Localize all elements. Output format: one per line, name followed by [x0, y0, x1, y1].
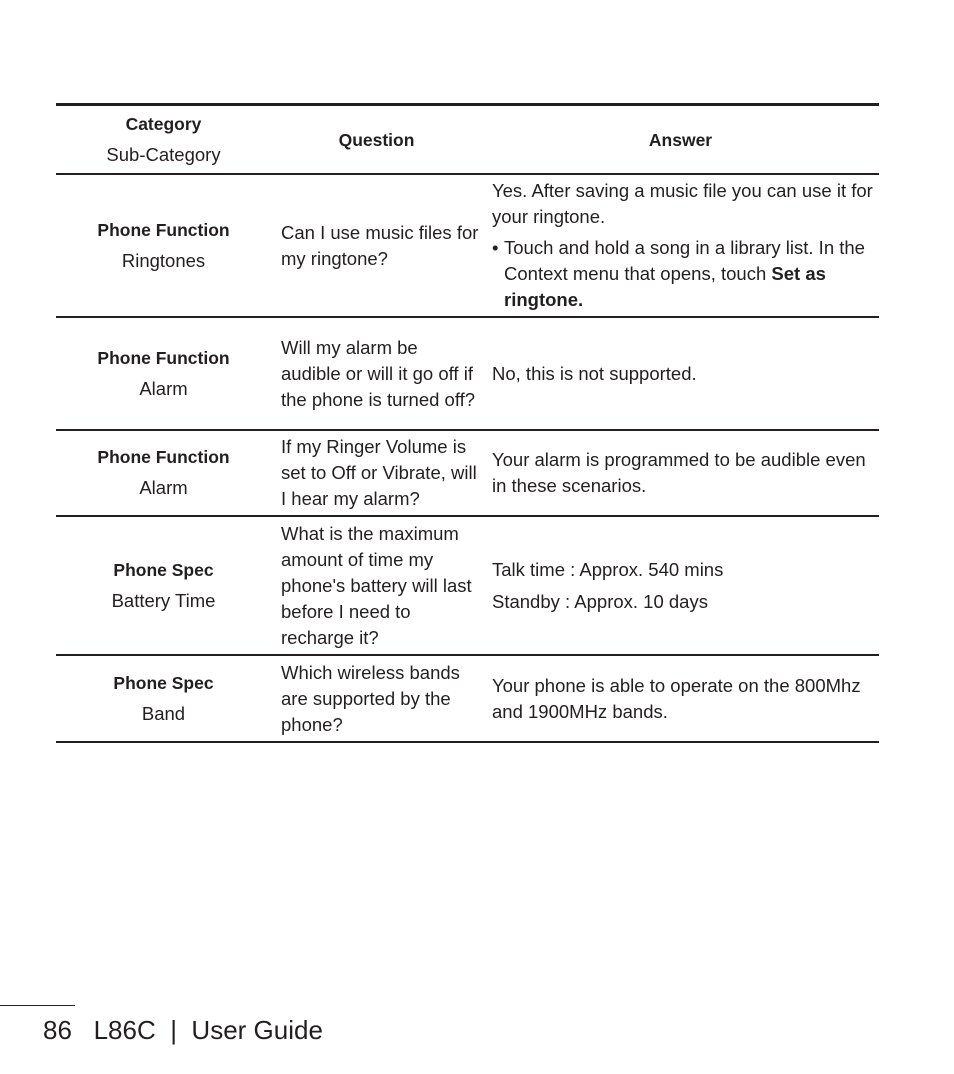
row-question: Can I use music files for my ringtone?	[281, 221, 479, 269]
row-answer: Your alarm is programmed to be audible even in these scenarios.	[492, 449, 866, 496]
row-sub-category: Ringtones	[121, 249, 206, 271]
table-row	[56, 318, 879, 431]
page-number: 86	[43, 1015, 72, 1045]
row-category: Phone Function	[97, 447, 230, 467]
guide-title: User Guide	[191, 1015, 323, 1045]
header-category-cell	[56, 109, 271, 171]
model-name: L86C	[93, 1015, 156, 1045]
row-sub-category: Alarm	[139, 477, 188, 498]
answer-bullet	[492, 235, 879, 313]
row-category: Phone Function	[97, 219, 230, 240]
answer-paragraph: Yes. After saving a music file you can use it for your ringtone.	[492, 180, 873, 227]
row-question: If my Ringer Volume is set to Off or Vibrate, will I hear my alarm?	[281, 436, 477, 509]
row-category: Phone Function	[97, 347, 230, 368]
table-row	[56, 517, 879, 656]
category-cell	[56, 442, 271, 504]
answer-line-standby: Standby : Approx. 10 days	[492, 590, 708, 612]
row-answer	[482, 557, 879, 615]
answer-line-talk-time: Talk time : Approx. 540 mins	[492, 558, 724, 580]
category-cell	[56, 215, 271, 277]
row-answer: No, this is not supported.	[492, 362, 697, 384]
row-question: Will my alarm be audible or will it go off if the phone is turned off?	[281, 336, 476, 410]
category-cell	[56, 343, 271, 405]
table-row	[56, 656, 879, 743]
bullet-content	[504, 235, 879, 313]
row-question: What is the maximum amount of time my phone's battery will last before I need to recharge it?	[281, 522, 472, 648]
table-row	[56, 431, 879, 517]
category-cell	[56, 668, 271, 730]
row-category: Phone Spec	[113, 672, 214, 693]
page-footer	[43, 1014, 323, 1046]
bullet-bold-text: Set as ringtone.	[504, 263, 826, 310]
header-question: Question	[338, 129, 415, 150]
header-sub-category: Sub-Category	[106, 143, 221, 165]
row-sub-category: Band	[141, 702, 186, 724]
header-category: Category	[125, 113, 202, 134]
row-answer	[482, 178, 879, 313]
footer-rule	[0, 1005, 75, 1006]
row-question: Which wireless bands are supported by the phone?	[281, 661, 460, 735]
faq-table	[56, 103, 879, 743]
row-answer: Your phone is able to operate on the 800Mhz and 1900MHz bands.	[492, 674, 861, 722]
bullet-text: Touch and hold a song in a library list. In the Context menu that opens, touch	[504, 237, 865, 284]
header-answer: Answer	[648, 129, 713, 150]
row-sub-category: Alarm	[139, 377, 188, 399]
row-sub-category: Battery Time	[111, 589, 216, 611]
bullet-mark: •	[492, 237, 499, 258]
row-category: Phone Spec	[113, 559, 214, 580]
table-row	[56, 175, 879, 318]
table-header	[56, 106, 879, 175]
category-cell	[56, 555, 271, 617]
footer-separator: |	[170, 1015, 177, 1045]
